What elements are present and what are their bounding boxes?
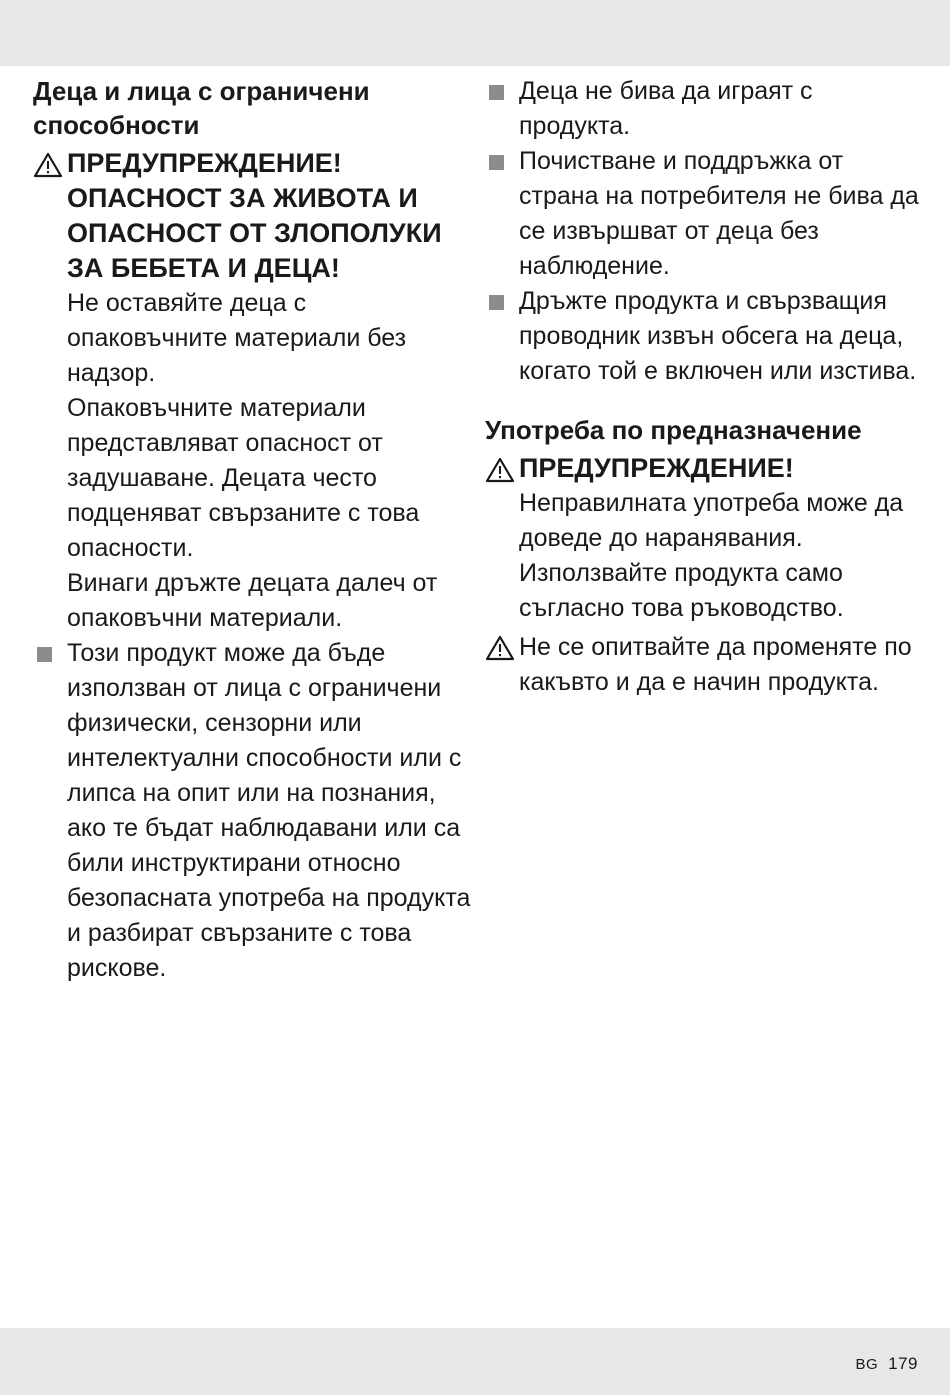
left-column <box>33 74 473 986</box>
page-number-value: 179 <box>888 1354 918 1373</box>
warning-title-intended-use <box>485 451 925 486</box>
bullet-text: Този продукт може да бъде използван от лица с ограничени физически, сензорни или интелектуални способности или с липса на опит или на познания, ако те бъдат наблюдавани или са били инструктирани относно безопасната употреба на продукта и разбират свързаните с това рискове. <box>67 639 471 982</box>
section-heading-intended-use: Употреба по предназначение <box>485 415 862 445</box>
right-column <box>485 74 925 700</box>
list-item <box>33 636 473 986</box>
square-bullet-icon <box>489 85 504 100</box>
warning-triangle-icon <box>485 457 515 483</box>
warning-paragraph: Неправилната употреба може да доведе до наранявания. Използвайте продукта само съгласно това ръководство. <box>519 489 904 622</box>
page-number <box>855 1354 918 1374</box>
warning-paragraph-2: Опаковъчните материали представляват опасност от задушаване. Децата често подценяват свързаните с това опасности. <box>67 394 420 562</box>
bullet-text: Деца не бива да играят с продукта. <box>519 77 813 140</box>
footer-bar <box>0 1328 950 1395</box>
square-bullet-icon <box>489 155 504 170</box>
top-bar <box>0 0 950 66</box>
warning-paragraph-3: Винаги дръжте децата далеч от опаковъчни материали. <box>67 569 438 632</box>
list-item <box>485 284 925 389</box>
bullet-text: Почистване и поддръжка от страна на потребителя не бива да се извършват от деца без наблюдение. <box>519 147 919 280</box>
list-item <box>485 144 925 284</box>
list-item <box>485 74 925 144</box>
warning-title-text: ПРЕДУПРЕЖДЕНИЕ! ОПАСНОСТ ЗА ЖИВОТА И ОПАСНОСТ ОТ ЗЛОПОЛУКИ ЗА БЕБЕТА И ДЕЦА! <box>67 148 442 283</box>
bullet-text: Дръжте продукта и свързващия проводник извън обсега на деца, когато той е включен или изстива. <box>519 287 917 385</box>
square-bullet-icon <box>37 647 52 662</box>
warning-title-children <box>33 146 473 286</box>
warning-triangle-icon <box>485 635 515 661</box>
caution-text: Не се опитвайте да променяте по какъвто и да е начин продукта. <box>519 633 912 696</box>
language-code: BG <box>855 1356 879 1373</box>
warning-triangle-icon <box>33 152 63 178</box>
warning-title-text: ПРЕДУПРЕЖДЕНИЕ! <box>519 453 794 483</box>
square-bullet-icon <box>489 295 504 310</box>
section-heading-children: Деца и лица с ограничени способности <box>33 76 370 140</box>
caution-line <box>485 630 925 700</box>
warning-paragraph-1: Не оставяйте деца с опаковъчните материали без надзор. <box>67 289 407 387</box>
